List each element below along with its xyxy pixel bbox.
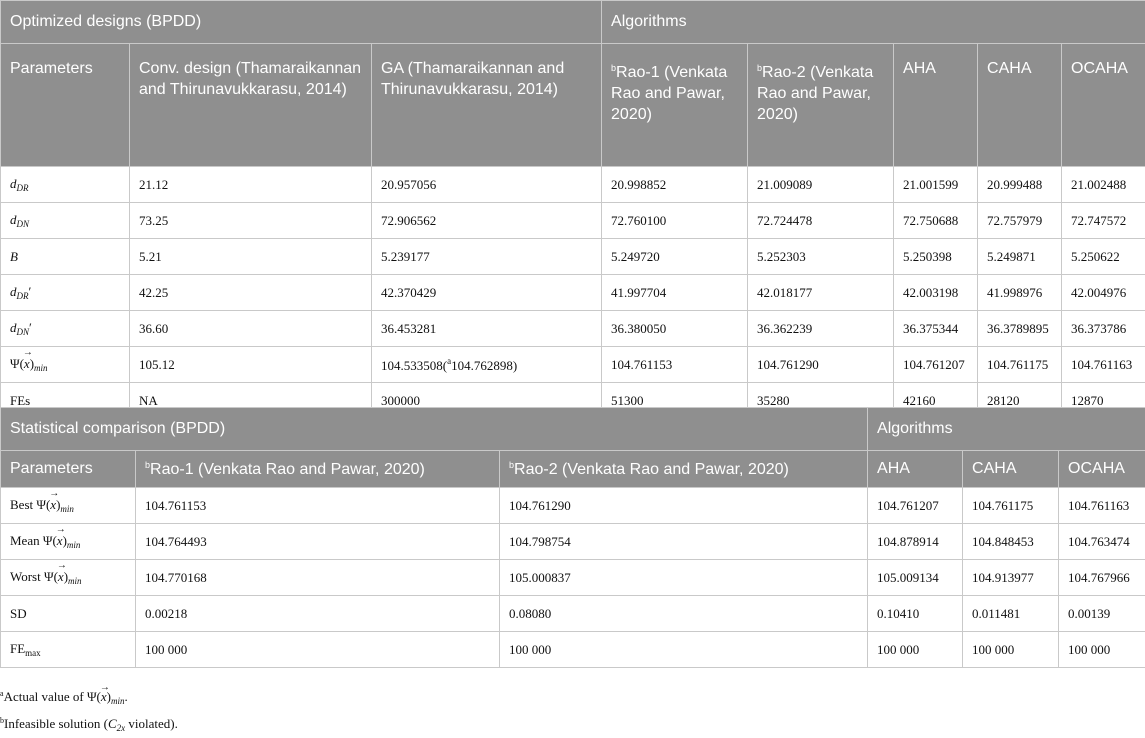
cell-aha: 104.761207 [868,488,963,524]
cell-rao1: 72.760100 [602,203,748,239]
cell-rao1: 5.249720 [602,239,748,275]
cell-ocaha: 100 000 [1059,632,1145,668]
cell-aha: 36.375344 [894,311,978,347]
cell-aha: 42160 [894,383,978,419]
col-header-parameters: Parameters [1,451,136,488]
param-ddn: $d_{DN}$ [1,203,130,239]
param-ddr-prime: $d_{DR}'$ [1,275,130,311]
cell-ga: 300000 [372,383,602,419]
footnote-marker: b [757,63,762,73]
param-ddn-prime: $d_{DN}'$ [1,311,130,347]
cell-rao2: 5.252303 [748,239,894,275]
cell-ga: 36.453281 [372,311,602,347]
cell-ocaha: 21.002488 [1062,167,1145,203]
col-header-conv: Conv. design (Thamaraikannan and Thirunavukkarasu, 2014) [130,44,372,167]
section-title: Optimized designs (BPDD) [1,1,602,44]
cell-rao1: 104.764493 [136,524,500,560]
cell-aha: 104.878914 [868,524,963,560]
cell-ocaha: 104.763474 [1059,524,1145,560]
cell-aha: 72.750688 [894,203,978,239]
col-header-caha: CAHA [978,44,1062,167]
cell-rao1: 36.380050 [602,311,748,347]
cell-caha: 72.757979 [978,203,1062,239]
cell-rao1: 100 000 [136,632,500,668]
cell-rao2: 42.018177 [748,275,894,311]
param-psi-min: $\Psi(\to x)_{min}$ [1,347,130,383]
cell-caha: 104.848453 [963,524,1059,560]
cell-rao2: 105.000837 [500,560,868,596]
cell-caha: 104.761175 [963,488,1059,524]
cell-rao1: 41.997704 [602,275,748,311]
cell-caha: 20.999488 [978,167,1062,203]
param-fes: FEs [1,383,130,419]
footnote-a: $^a$Actual value of $\Psi(\to x)_{min}$. [0,684,178,711]
col-header-caha: CAHA [963,451,1059,488]
cell-rao2: 0.08080 [500,596,868,632]
param-sd: SD [1,596,136,632]
cell-ocaha: 72.747572 [1062,203,1145,239]
cell-conv: 42.25 [130,275,372,311]
table-row [1,347,1145,383]
col-header-rao1 [602,44,748,167]
table-row [1,632,1145,668]
cell-rao1: 20.998852 [602,167,748,203]
col-header-parameters: Parameters [1,44,130,167]
cell-rao1: 104.761153 [602,347,748,383]
cell-aha: 104.761207 [894,347,978,383]
param-mean: Mean $\Psi(\to x)_{min}$ [1,524,136,560]
table-row [1,239,1145,275]
cell-caha: 5.249871 [978,239,1062,275]
cell-rao1: 51300 [602,383,748,419]
footnote-marker: b [509,460,514,470]
col-header-ocaha: OCAHA [1062,44,1145,167]
cell-ocaha: 5.250622 [1062,239,1145,275]
cell-rao1: 0.00218 [136,596,500,632]
cell-rao2: 104.761290 [500,488,868,524]
table-row [1,311,1145,347]
cell-ga: 104.533508($^a$104.762898) [372,347,602,383]
cell-ocaha: 36.373786 [1062,311,1145,347]
statistical-comparison-table [0,407,1145,668]
cell-caha: 104.761175 [978,347,1062,383]
cell-ocaha: 12870 [1062,383,1145,419]
col-header-label: Rao-1 (Venkata Rao and Pawar, 2020) [611,64,727,123]
cell-aha: 5.250398 [894,239,978,275]
cell-rao2: 100 000 [500,632,868,668]
col-header-aha: AHA [868,451,963,488]
cell-caha: 36.3789895 [978,311,1062,347]
param-fe-max: $FE_{max}$ [1,632,136,668]
cell-rao2: 104.798754 [500,524,868,560]
footnotes [0,684,178,738]
cell-rao1: 104.761153 [136,488,500,524]
cell-caha: 100 000 [963,632,1059,668]
table-row [1,560,1145,596]
table-row [1,596,1145,632]
col-header-rao2 [748,44,894,167]
cell-rao2: 21.009089 [748,167,894,203]
cell-conv: 36.60 [130,311,372,347]
section-title: Statistical comparison (BPDD) [1,408,868,451]
col-header-rao2 [500,451,868,488]
footnote-marker: b [611,63,616,73]
cell-rao2: 72.724478 [748,203,894,239]
cell-ga: 42.370429 [372,275,602,311]
cell-ocaha: 42.004976 [1062,275,1145,311]
col-header-rao1 [136,451,500,488]
algorithms-label: Algorithms [602,1,1145,44]
param-ddr: $d_{DR}$ [1,167,130,203]
footnote-marker: b [145,460,150,470]
col-header-aha: AHA [894,44,978,167]
col-header-ocaha: OCAHA [1059,451,1145,488]
cell-rao2: 35280 [748,383,894,419]
footnote-b: $^b$Infeasible solution ($C_{2x}$ violated). [0,711,178,738]
cell-aha: 105.009134 [868,560,963,596]
cell-rao2: 104.761290 [748,347,894,383]
cell-aha: 42.003198 [894,275,978,311]
cell-conv: NA [130,383,372,419]
cell-ocaha: 104.761163 [1062,347,1145,383]
cell-aha: 100 000 [868,632,963,668]
cell-conv: 73.25 [130,203,372,239]
table-row [1,203,1145,239]
param-worst: Worst $\Psi(\to x)_{min}$ [1,560,136,596]
cell-ocaha: 104.761163 [1059,488,1145,524]
table-row [1,167,1145,203]
param-best: Best $\Psi(\to x)_{min}$ [1,488,136,524]
cell-ga: 72.906562 [372,203,602,239]
cell-caha: 104.913977 [963,560,1059,596]
cell-ga: 20.957056 [372,167,602,203]
cell-rao1: 104.770168 [136,560,500,596]
table-row [1,488,1145,524]
cell-aha: 0.10410 [868,596,963,632]
cell-conv: 21.12 [130,167,372,203]
cell-caha: 0.011481 [963,596,1059,632]
cell-conv: 105.12 [130,347,372,383]
col-header-label: Rao-2 (Venkata Rao and Pawar, 2020) [514,461,789,478]
cell-aha: 21.001599 [894,167,978,203]
table-row [1,524,1145,560]
cell-caha: 41.998976 [978,275,1062,311]
cell-conv: 5.21 [130,239,372,275]
cell-rao2: 36.362239 [748,311,894,347]
col-header-label: Rao-1 (Venkata Rao and Pawar, 2020) [150,461,425,478]
col-header-ga: GA (Thamaraikannan and Thirunavukkarasu, 2014) [372,44,602,167]
cell-ocaha: 104.767966 [1059,560,1145,596]
param-b: B [1,239,130,275]
table-row [1,275,1145,311]
cell-ocaha: 0.00139 [1059,596,1145,632]
cell-ga: 5.239177 [372,239,602,275]
col-header-label: Rao-2 (Venkata Rao and Pawar, 2020) [757,64,873,123]
cell-caha: 28120 [978,383,1062,419]
algorithms-label: Algorithms [868,408,1145,451]
